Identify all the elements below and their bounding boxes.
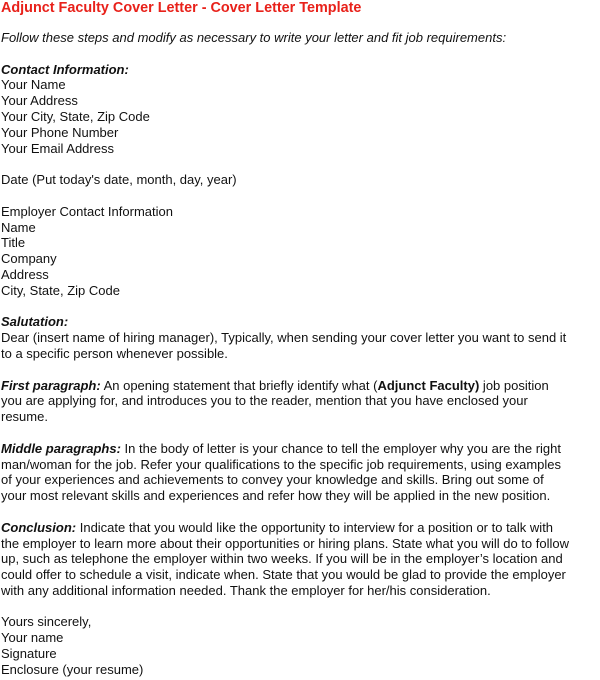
job-title-highlight: Adjunct Faculty) xyxy=(377,377,480,393)
date-section xyxy=(1,172,600,188)
middle-paragraph-line: of your experiences and achievements to convey your knowledge and skills. Bring out some of xyxy=(1,472,544,488)
first-paragraph-line: resume. xyxy=(1,409,48,425)
employer-line: City, State, Zip Code xyxy=(1,282,120,298)
conclusion-line: the employer to learn more about their opportunities or hiring plans. State what you will do to follow xyxy=(1,535,569,551)
employer-line: Name xyxy=(1,219,36,235)
employer-line: Address xyxy=(1,266,49,282)
middle-paragraph-line: your most relevant skills and experiences and refer how they will be applied in the new position. xyxy=(1,488,551,504)
closing-line: Enclosure (your resume) xyxy=(1,661,144,677)
contact-line: Your City, State, Zip Code xyxy=(1,108,150,124)
middle-paragraph-line: man/woman for the job. Refer your qualifications to the specific job requirements, using examples xyxy=(1,456,562,472)
closing-line: Your name xyxy=(1,630,64,646)
contact-line: Your Name xyxy=(1,77,66,93)
middle-paragraph-line xyxy=(1,441,600,457)
salutation-line: to a specific person whenever possible. xyxy=(1,345,228,361)
contact-line: Your Address xyxy=(1,93,78,109)
first-paragraph-text: job position xyxy=(479,377,549,393)
contact-section xyxy=(1,62,600,157)
first-paragraph-line xyxy=(1,378,600,394)
closing-section xyxy=(1,614,600,677)
conclusion-line xyxy=(1,520,600,536)
conclusion-line: up, such as telephone the employer within two weeks. If you will be in the employer’s location and xyxy=(1,551,563,567)
conclusion-heading: Conclusion: xyxy=(1,519,77,535)
employer-line: Title xyxy=(1,235,26,251)
conclusion-line: with any additional information needed. Thank the employer for her/his consideration. xyxy=(1,582,491,598)
salutation-section xyxy=(1,314,600,361)
employer-line: Company xyxy=(1,251,57,267)
contact-line: Your Email Address xyxy=(1,140,114,156)
first-paragraph-section xyxy=(1,378,600,425)
contact-line: Your Phone Number xyxy=(1,124,119,140)
conclusion-text: Indicate that you would like the opportunity to interview for a position or to talk with xyxy=(76,519,554,535)
page-title: Adjunct Faculty Cover Letter - Cover Letter Template xyxy=(1,0,362,16)
conclusion-line: could offer to schedule a visit, indicate when. State that you would be glad to provide the employer xyxy=(1,567,566,583)
middle-paragraphs-heading: Middle paragraphs: xyxy=(1,440,121,456)
intro-text: Follow these steps and modify as necessary to write your letter and fit job requirements: xyxy=(1,30,507,45)
salutation-heading: Salutation: xyxy=(1,314,69,330)
first-paragraph-text: An opening statement that briefly identify what ( xyxy=(100,377,378,393)
conclusion-section xyxy=(1,520,600,599)
closing-line: Signature xyxy=(1,646,57,662)
contact-heading: Contact Information: xyxy=(1,61,129,77)
closing-line: Yours sincerely, xyxy=(1,614,92,630)
salutation-line: Dear (insert name of hiring manager), Typically, when sending your cover letter you want to send it xyxy=(1,330,567,346)
first-paragraph-heading: First paragraph: xyxy=(1,377,101,393)
employer-line: Employer Contact Information xyxy=(1,203,173,219)
middle-paragraphs-section xyxy=(1,441,600,504)
employer-section xyxy=(1,204,600,299)
first-paragraph-line: you are applying for, and introduces you to the reader, mention that you have enclosed your xyxy=(1,393,528,409)
date-line: Date (Put today's date, month, day, year) xyxy=(1,172,237,188)
middle-paragraph-text: In the body of letter is your chance to tell the employer why you are the right xyxy=(120,440,561,456)
